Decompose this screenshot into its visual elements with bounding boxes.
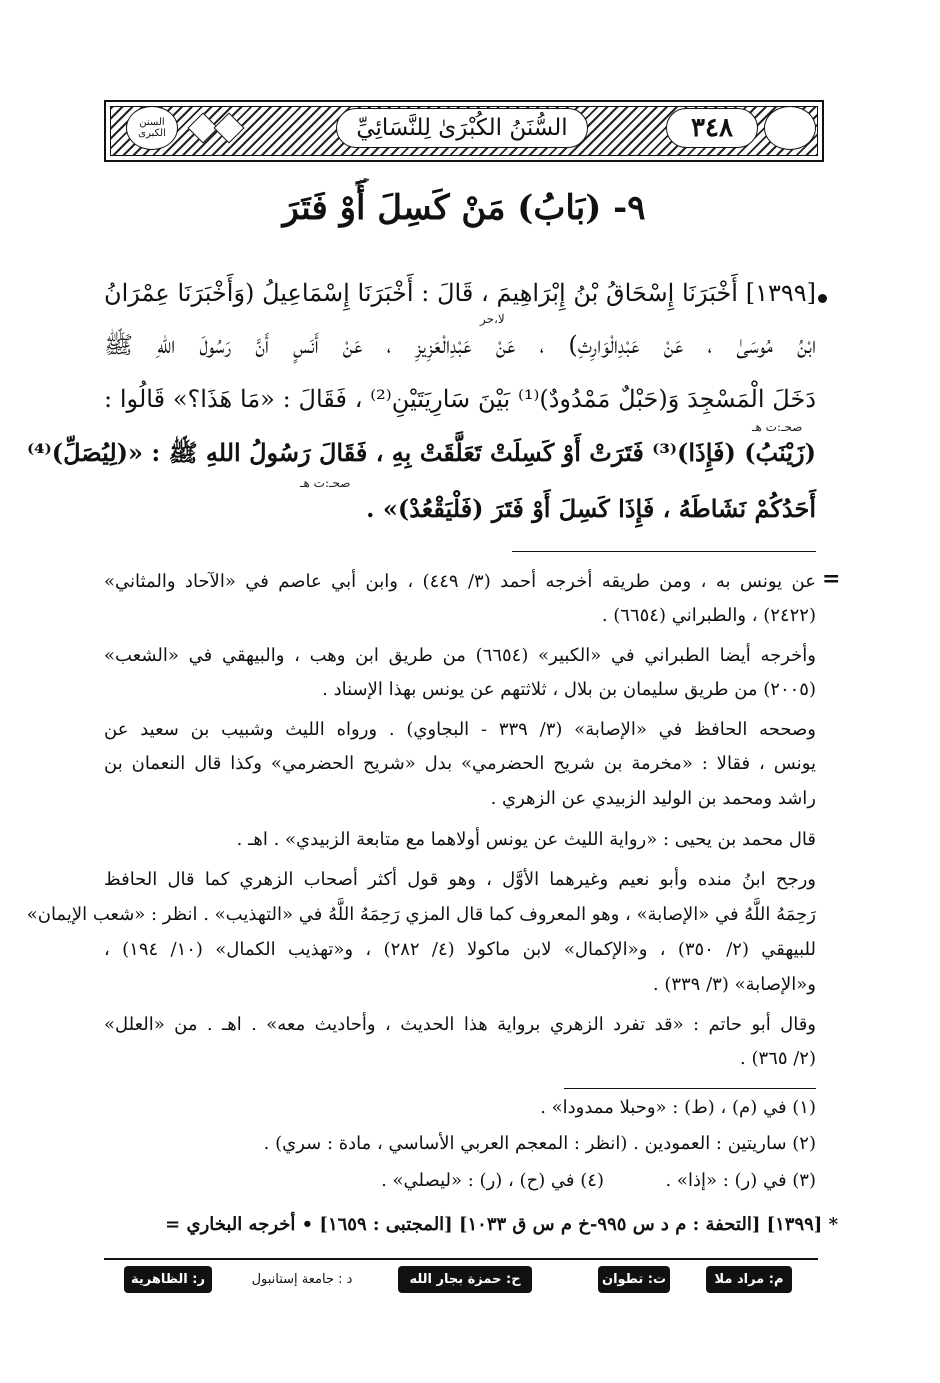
footnote: (١) في (م) ، (ط) : «وحبلا ممدودا» . (540, 1097, 816, 1118)
running-header (104, 100, 824, 162)
continuation-mark: = (822, 566, 841, 592)
manuscript-badge-r: ر: الظاهرية (124, 1266, 212, 1293)
hadith-line: [١٣٩٩] أَخْبَرَنَا إِسْحَاقُ بْنُ إِبْرَاهِيمَ ، قَالَ : أَخْبَرَنَا إِسْمَاعِيلُ (وَأَخْبَرَنَا عِمْرَانُ (104, 279, 816, 307)
book-title: السُّنَنُ الكُبْرَىٰ لِلنَّسَائِيِّ (336, 108, 588, 148)
margin-note: صحـ:ت هـ (300, 476, 351, 490)
hadith-line: ابْنُ مُوسَىٰ ، عَنْ عَبْدِالْوَارِثِ) ، عَنْ عَبْدِالْعَزِيزِ ، عَنْ أَنَسٍ أَنَّ رَسُولَ اللهِ ﷺ (104, 331, 816, 359)
commentary-line: عن يونس به ، ومن طريقه أخرجه أحمد (٣/ ٤٤٩) ، وابن أبي عاصم في «الآحاد والمثاني» (104, 571, 816, 592)
hadith-line: أَحَدُكُمْ نَشَاطَهُ ، فَإِذَا كَسِلَ أَوْ فَتَرَ (فَلْيَقْعُدْ)» . (366, 494, 816, 523)
footnote-separator (564, 1088, 816, 1089)
commentary-line: وقال أبو حاتم : «قد تفرد الزهري برواية هذا الحديث ، وأحاديث معه» . اهـ . من «العلل» (104, 1014, 816, 1035)
bottom-rule (104, 1258, 818, 1260)
hadith-line: (زَيْنَبُ) (فَإِذَا)⁽³⁾ فَتَرَتْ أَوْ كَسِلَتْ تَعَلَّقَتْ بِهِ ، فَقَالَ رَسُولُ اللهِ ﷺ : «(لِيُصَلِّ)⁽⁴⁾ (26, 438, 816, 467)
commentary-line: وصححه الحافظ في «الإصابة» (٣/ ٣٣٩ - البجاوي) . ورواه الليث وشبيب بن سعيد عن (104, 719, 816, 740)
chapter-title: ٩- (بَابُ) مَنْ كَسِلَ أَوْ فَتَرَ (282, 188, 646, 228)
manuscript-badge-t: ت: تطوان (598, 1266, 670, 1293)
manuscript-label-d: د : جامعة إستانبول (251, 1272, 353, 1287)
margin-note: لا،حر (480, 312, 505, 326)
footnote: (٤) في (ح) ، (ر) : «ليصلي» . (381, 1170, 604, 1191)
margin-note: صحـ:ت هـ (752, 420, 803, 434)
takhrij-line: * [١٣٩٩] [التحفة : م د س ٩٩٥-خ م س ق ١٠٣٣] [المجتبى : ١٦٥٩] • أخرجه البخاري = (165, 1214, 838, 1235)
emblem-text: السنن الكبرى (138, 117, 166, 139)
hadith-line: دَخَلَ الْمَسْجِدَ وَ(حَبْلٌ مَمْدُودٌ)⁽¹⁾ بَيْنَ سَارِيَتَيْنِ⁽²⁾ ، فَقَالَ : «مَا هَذَا؟» قَالُوا : (104, 385, 817, 413)
commentary-line: للبيهقي (٢/ ٣٥٠) ، و«الإكمال» لابن ماكولا (٤/ ٢٨٢) ، و«تهذيب الكمال» (١٠/ ١٩٤) ، (104, 939, 816, 960)
commentary-line: (٢/ ٣٦٥) . (740, 1048, 816, 1069)
footnote: (٢) ساريتين : العمودين . (انظر : المعجم العربي الأساسي ، مادة : سري) . (263, 1133, 816, 1154)
commentary-line: ورجح ابنُ منده وأبو نعيم وغيرهما الأوَّل ، وهو قول أكثر أصحاب الزهري كما قال الحافظ (104, 869, 816, 890)
commentary-line: (٢٠٠٥) من طريق سليمان بن بلال ، ثلاثتهم عن يونس بهذا الإسناد . (322, 679, 816, 700)
margin-note: حر (356, 172, 371, 186)
footnote: (٣) في (ر) : «إذا» . (665, 1170, 816, 1191)
manuscript-badge-h: ح: حمزة بجار الله (398, 1266, 532, 1293)
book-emblem-right (764, 106, 816, 150)
page-number: ٣٤٨ (666, 108, 758, 148)
commentary-line: راشد ومحمد بن الوليد الزبيدي عن الزهري . (490, 788, 816, 809)
separator-line (512, 551, 816, 552)
commentary-line: يونس ، فقالا : «مخرمة بن شريح الحضرمي» بدل «شريح الحضرمي» وكذا قال النعمان بن (104, 753, 816, 774)
manuscript-badge-m: م: مراد ملا (706, 1266, 792, 1293)
commentary-line: و«الإصابة» (٣/ ٣٣٩) . (652, 974, 816, 995)
commentary-line: قال محمد بن يحيى : «رواية الليث عن يونس أولاهما مع متابعة الزبيدي» . اهـ . (236, 829, 816, 850)
hadith-bullet-icon (818, 294, 827, 303)
book-emblem-left (126, 106, 178, 150)
commentary-line: وأخرجه أيضا الطبراني في «الكبير» (٦٦٥٤) من طريق ابن وهب ، والبيهقي في «الشعب» (104, 645, 816, 666)
commentary-line: رَحِمَهُ اللَّهُ في «الإصابة» ، وهو المعروف كما قال المزي رَحِمَهُ اللَّهُ في «التهذيب» . انظر : «شعب الإيمان» (26, 904, 816, 925)
commentary-line: (٢٤٢٢) ، والطبراني (٦٦٥٤) . (601, 605, 816, 626)
